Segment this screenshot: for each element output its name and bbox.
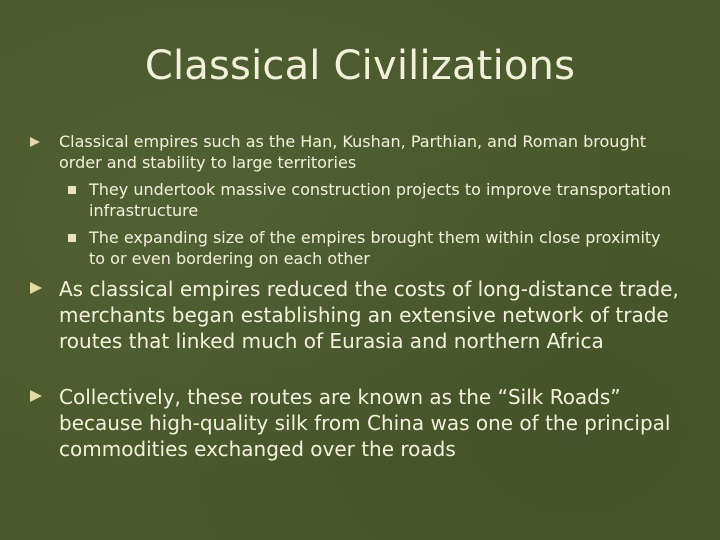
bullet-text-2: As classical empires reduced the costs of long-distance trade, merchants began establishing an extensive network of trade routes that linked much of Eurasia and northern Africa — [59, 277, 679, 353]
square-bullet-icon — [68, 234, 76, 242]
sub-bullet-text-1: They undertook massive construction projects to improve transportation infrastructure — [89, 180, 671, 220]
sub-bullet-text-2: The expanding size of the empires brought them within close proximity to or even bordering on each other — [89, 228, 661, 268]
square-bullet-icon — [68, 186, 76, 194]
slide-title: Classical Civilizations — [144, 43, 576, 89]
bullet-text-3: Collectively, these routes are known as the “Silk Roads” because high-quality silk from China was one of the principal commodities exchanged over the roads — [59, 385, 671, 461]
triangle-bullet-icon — [30, 390, 42, 402]
triangle-bullet-icon — [30, 137, 40, 147]
bullet-text-1: Classical empires such as the Han, Kushan, Parthian, and Roman brought order and stability to large territories — [59, 132, 647, 172]
triangle-bullet-icon — [30, 282, 42, 294]
